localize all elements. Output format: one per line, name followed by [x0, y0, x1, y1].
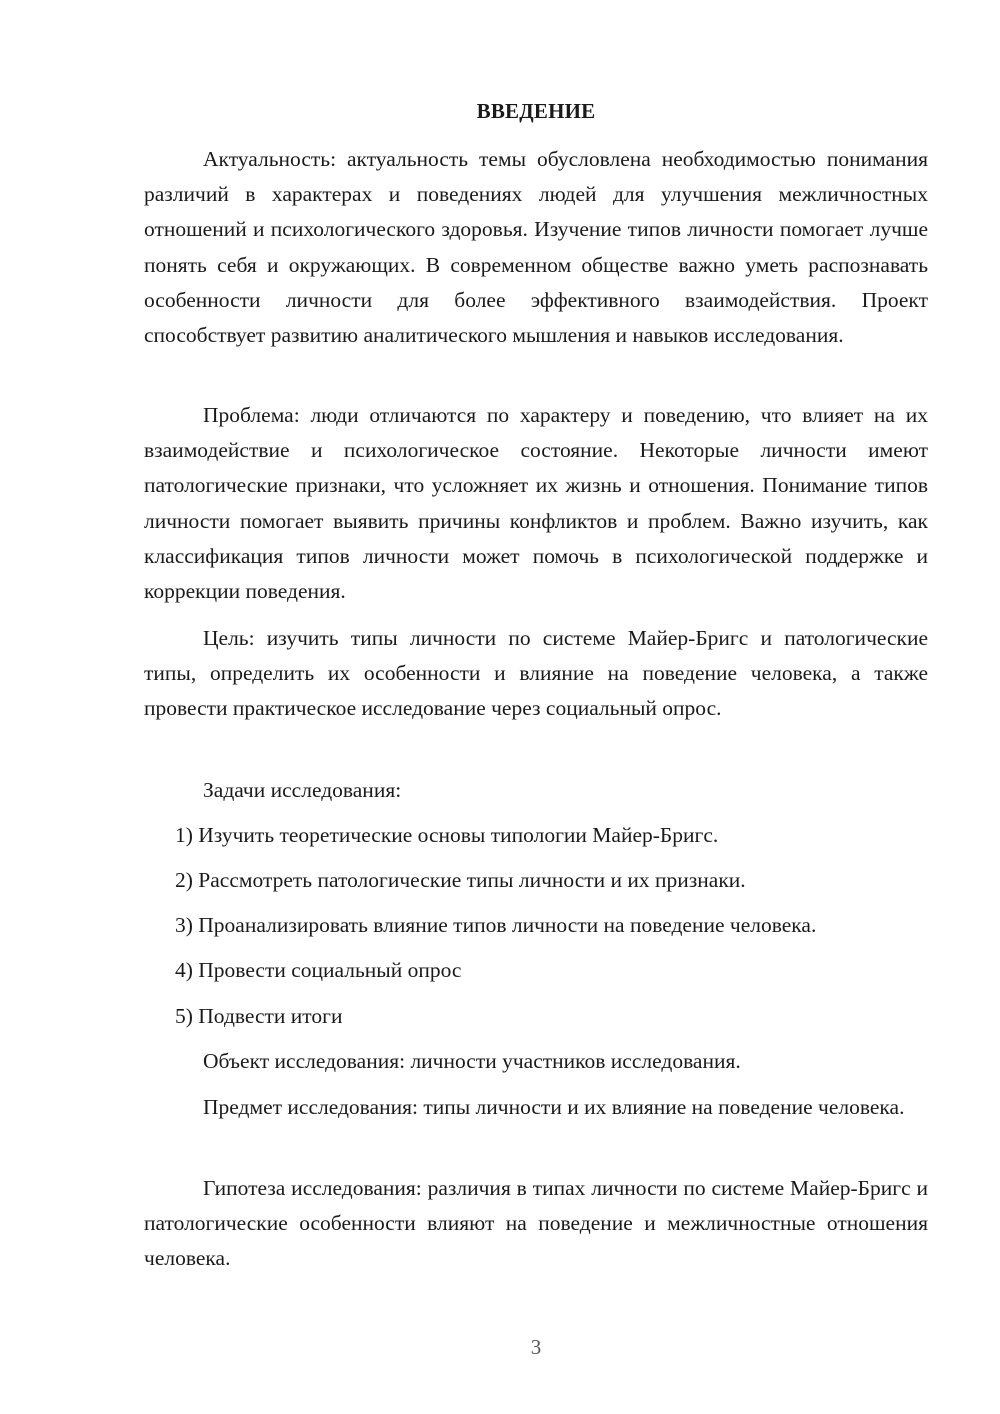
paragraph-goal: Цель: изучить типы личности по системе Майер-Бригс и патологические типы, определить их особенности и влияние на поведение человека, а также провести практическое исследование через социальный опрос.	[144, 626, 928, 721]
document-page	[144, 0, 928, 1414]
task-item-2: 2) Рассмотреть патологические типы личности и их признаки.	[175, 868, 746, 892]
tasks-intro: Задачи исследования:	[203, 778, 402, 802]
task-item-4: 4) Провести социальный опрос	[175, 958, 462, 982]
page-number: 3	[530, 1335, 542, 1359]
task-item-5: 5) Подвести итоги	[175, 1004, 343, 1028]
task-item-1: 1) Изучить теоретические основы типологии Майер-Бригс.	[175, 823, 719, 847]
paragraph-object: Объект исследования: личности участников исследования.	[203, 1049, 741, 1073]
paragraph-relevance: Актуальность: актуальность темы обусловлена необходимостью понимания различий в характерах и поведениях людей для улучшения межличностных отношений и психологического здоровья. Изучение типов личности помогает лучше понять себя и окружающих. В современном обществе важно уметь распознавать особенности личности для более эффективного взаимодействия. Проект способствует развитию аналитического мышления и навыков исследования.	[144, 147, 928, 348]
paragraph-subject: Предмет исследования: типы личности и их влияние на поведение человека.	[203, 1095, 905, 1119]
section-heading: ВВЕДЕНИЕ	[476, 99, 596, 123]
paragraph-problem: Проблема: люди отличаются по характеру и поведению, что влияет на их взаимодействие и психологическое состояние. Некоторые личности имеют патологические признаки, что усложняет их жизнь и отношения. Понимание типов личности помогает выявить причины конфликтов и проблем. Важно изучить, как классификация типов личности может помочь в психологической поддержке и коррекции поведения.	[144, 403, 928, 604]
paragraph-hypothesis: Гипотеза исследования: различия в типах личности по системе Майер-Бригс и патологические особенности влияют на поведение и межличностные отношения человека.	[144, 1176, 928, 1271]
task-item-3: 3) Проанализировать влияние типов личности на поведение человека.	[175, 913, 817, 937]
